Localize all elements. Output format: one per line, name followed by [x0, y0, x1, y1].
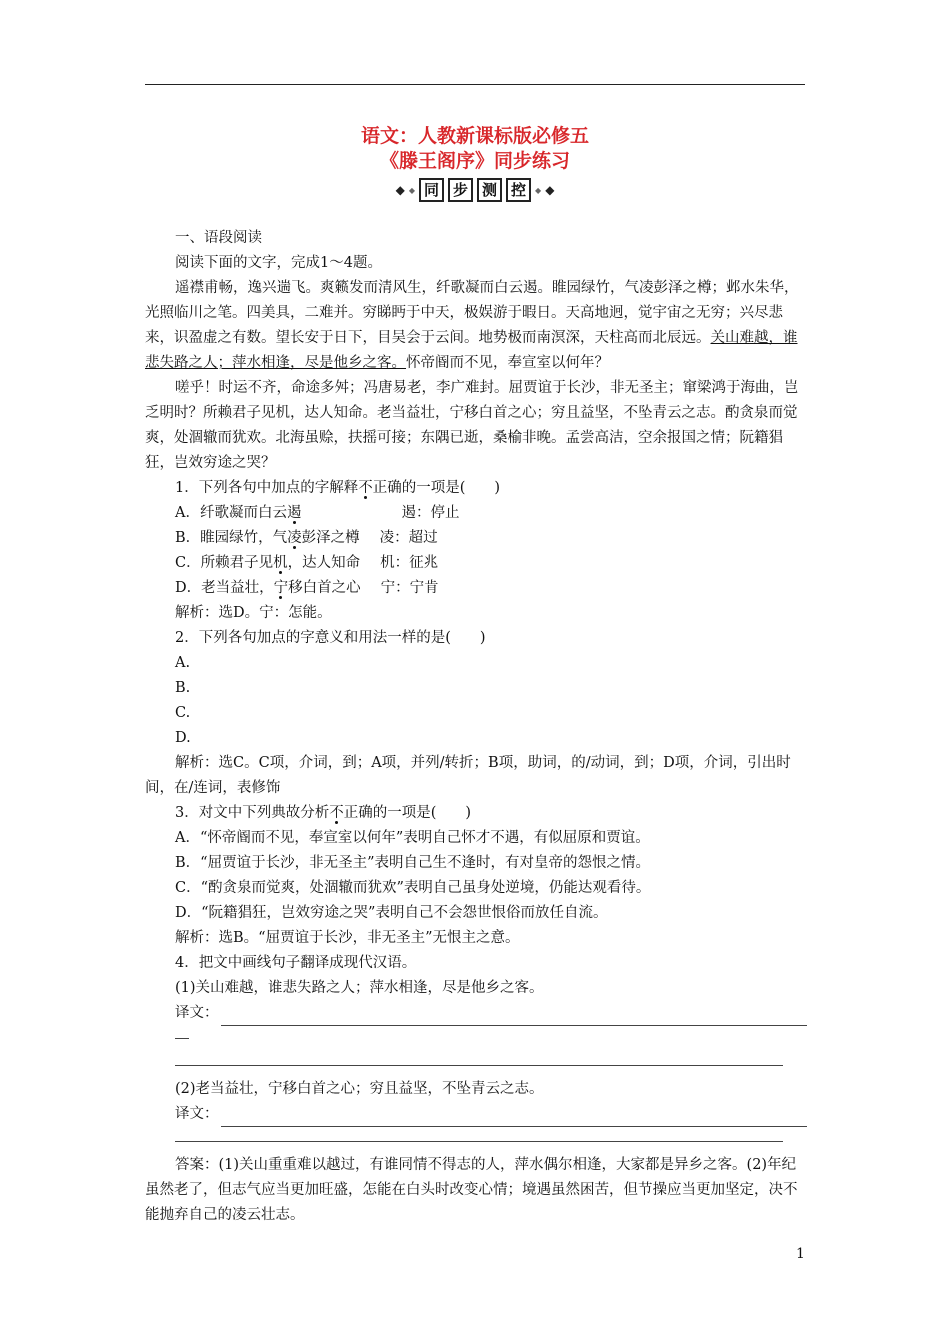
top-rule — [145, 84, 805, 85]
badge-char: 控 — [506, 178, 531, 202]
section-badge — [0, 178, 950, 202]
translation-label: 译文： — [175, 1106, 219, 1122]
diamond-small-icon: ◆ — [535, 185, 542, 195]
translation-label: 译文： — [175, 1005, 219, 1021]
q1-option-b: B．睢园绿竹，气凌彭泽之樽 凌：超过 — [175, 530, 438, 546]
q2-option-a: A. — [175, 655, 191, 671]
q2-option-b: B. — [175, 680, 191, 696]
document-title: 语文：人教新课标版必修五 — [360, 125, 589, 147]
diamond-small-icon: ◆ — [408, 185, 415, 195]
translation-blank-1[interactable] — [175, 1051, 783, 1066]
q2-answer: 解析：选C。C项，介词，到；A项，并列/转折；B项，助词，的/动词，到；D项，介词，引出时间，在/连词，表修饰 — [145, 755, 791, 796]
q3-option-b: B．“屈贾谊于长沙，非无圣主”表明自己生不逢时，有对皇帝的怨恨之情。 — [175, 855, 650, 871]
q4-sentence-2: (2)老当益壮，宁移白首之心；穷且益坚，不坠青云之志。 — [175, 1081, 544, 1097]
continuation-dash — [145, 1026, 807, 1051]
q4-stem: 4．把文中画线句子翻译成现代汉语。 — [175, 955, 417, 971]
q3-option-d: D．“阮籍猖狂，岂效穷途之哭”表明自己不会怨世恨俗而放任自流。 — [175, 905, 608, 921]
q2-option-c: C. — [175, 705, 191, 721]
q3-stem: 3．对文中下列典故分析不正确的一项是( ) — [175, 805, 472, 821]
badge-char: 同 — [419, 178, 444, 202]
q1-answer: 解析：选D。宁：怎能。 — [175, 605, 332, 621]
diamond-icon: ◆ — [545, 183, 555, 197]
q1-option-d: D．老当益壮，宁移白首之心 宁：宁肯 — [175, 580, 439, 596]
passage-paragraph-1: 遥襟甫畅，逸兴遄飞。爽籁发而清风生，纤歌凝而白云遏。睢园绿竹，气凌彭泽之樽；邺水朱华，光照临川之笔。四美具，二难并。穷睇眄于中天，极娱游于暇日。天高地迥，觉宇宙之无穷；兴尽悲来，识盈虚之有数。望长安于日下，目吴会于云间。地势极而南溟深，天柱高而北辰远。关山难越，谁悲失路之人；萍水相逢，尽是他乡之客。怀帝阍而不见，奉宣室以何年？ — [145, 280, 799, 371]
diamond-icon: ◆ — [395, 183, 405, 197]
q3-option-a: A．“怀帝阍而不见，奉宣室以何年”表明自己怀才不遇，有似屈原和贾谊。 — [175, 830, 650, 846]
instruction: 阅读下面的文字，完成1～4题。 — [175, 255, 382, 271]
page-number: 1 — [796, 1246, 805, 1262]
q4-answer: 答案：(1)关山重重难以越过，有谁同情不得志的人，萍水偶尔相逢，大家都是异乡之客。(2)年纪虽然老了，但志气应当更加旺盛，怎能在白头时改变心情；境遇虽然困苦，但节操应当更加坚定，决不能抛弃自己的凌云壮志。 — [145, 1157, 798, 1223]
document-subtitle: 《滕王阁序》同步练习 — [379, 150, 570, 172]
badge-char: 步 — [448, 178, 473, 202]
section-heading: 一、语段阅读 — [175, 230, 262, 246]
q1-option-a: A．纤歌凝而白云遏 遏：停止 — [175, 505, 460, 521]
translation-line-2[interactable] — [145, 1102, 807, 1127]
badge-char: 测 — [477, 178, 502, 202]
q2-option-d: D. — [175, 730, 191, 746]
document-body — [145, 226, 807, 1228]
q2-stem: 2．下列各句加点的字意义和用法一样的是( ) — [175, 630, 486, 646]
underlined-sentence: 关山难越，谁悲失路之人；萍水相逢，尽是他乡之客。 — [145, 330, 798, 371]
q3-option-c: C．“酌贪泉而觉爽，处涸辙而犹欢”表明自己虽身处逆境，仍能达观看待。 — [175, 880, 651, 896]
q3-answer: 解析：选B。“屈贾谊于长沙，非无圣主”无恨主之意。 — [175, 930, 520, 946]
q1-stem: 1．下列各句中加点的字解释不正确的一项是( ) — [175, 480, 501, 496]
q4-sentence-1: (1)关山难越，谁悲失路之人；萍水相逢，尽是他乡之客。 — [175, 980, 544, 996]
translation-blank-2[interactable] — [175, 1127, 783, 1142]
passage-paragraph-2: 嗟乎！时运不齐，命途多舛；冯唐易老，李广难封。屈贾谊于长沙，非无圣主；窜梁鸿于海曲，岂乏明时？所赖君子见机，达人知命。老当益壮，宁移白首之心；穷且益坚，不坠青云之志。酌贪泉而觉爽，处涸辙而犹欢。北海虽赊，扶摇可接；东隅已逝，桑榆非晚。孟尝高洁，空余报国之情；阮籍猖狂，岂效穷途之哭？ — [145, 380, 799, 471]
q1-option-c: C．所赖君子见机，达人知命 机：征兆 — [175, 555, 439, 571]
translation-line-1[interactable] — [145, 1001, 807, 1026]
